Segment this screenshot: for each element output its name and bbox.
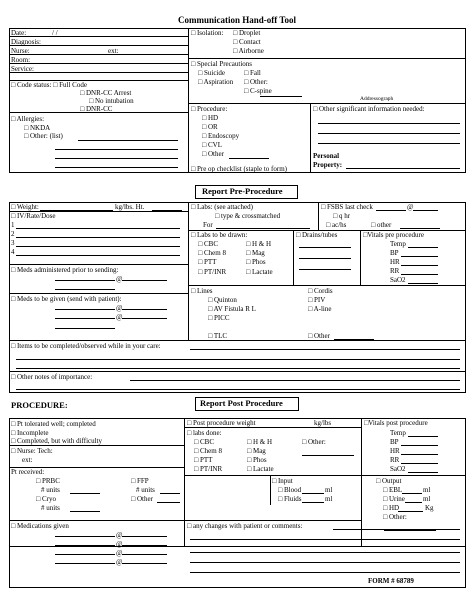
post-phos-checkbox[interactable]: □ Phos xyxy=(247,456,267,464)
items-completed-checkbox[interactable]: □ Items to be completed/observed while in your care: xyxy=(11,342,161,350)
procedure-checkbox[interactable]: □ Procedure: xyxy=(191,105,228,113)
contact-checkbox[interactable]: □ Contact xyxy=(233,38,261,46)
addressograph-label: Addressograph xyxy=(360,96,394,102)
labs-done-checkbox[interactable]: □ labs done: xyxy=(187,429,222,437)
ffp-units-label: # units xyxy=(136,486,155,494)
pre-temp-label: Temp xyxy=(390,240,406,248)
post-ptt-checkbox[interactable]: □ PTT xyxy=(194,456,213,464)
pre-procedure-heading: Report Pre-Procedure xyxy=(202,186,283,196)
other-notes-checkbox[interactable]: □ Other notes of importance: xyxy=(11,373,93,381)
cvl-checkbox[interactable]: □ CVL xyxy=(202,141,222,149)
ac-hs-checkbox[interactable]: □ ac/hs xyxy=(326,221,347,229)
meds-give-at-1: @ xyxy=(116,304,123,312)
post-mag-checkbox[interactable]: □ Mag xyxy=(247,447,266,455)
pre-cbc-checkbox[interactable]: □ CBC xyxy=(198,240,218,248)
piv-checkbox[interactable]: □ PIV xyxy=(308,296,326,304)
prbc-checkbox[interactable]: □ PRBC xyxy=(36,477,60,485)
labs-attached-checkbox[interactable]: □ Labs: (see attached) xyxy=(191,203,253,211)
ffp-checkbox[interactable]: □ FFP xyxy=(131,477,149,485)
isolation-checkbox[interactable]: □ Isolation: xyxy=(191,29,224,37)
endoscopy-checkbox[interactable]: □ Endoscopy xyxy=(202,132,240,140)
other-line-checkbox[interactable]: □ Other xyxy=(308,332,330,340)
ext-label: ext: xyxy=(108,47,119,55)
lines-checkbox[interactable]: □ Lines xyxy=(191,287,213,295)
meds-administered-checkbox[interactable]: □ Meds administered prior to sending: xyxy=(11,266,119,274)
service-label: Service: xyxy=(11,65,34,73)
hd-kg-label: Kg xyxy=(425,504,434,512)
dnr-arrest-checkbox[interactable]: □ DNR-CC Arrest xyxy=(80,89,132,97)
cryo-units-label: # units xyxy=(41,504,60,512)
post-hh-checkbox[interactable]: □ H & H xyxy=(247,438,273,446)
post-sao2-label: SaO2 xyxy=(390,465,406,473)
diagnosis-label: Diagnosis: xyxy=(11,38,41,46)
post-kglbs-label: kg/lbs xyxy=(314,419,332,427)
iv-line-3: 3 xyxy=(11,239,15,247)
pre-hh-checkbox[interactable]: □ H & H xyxy=(246,240,272,248)
nkda-checkbox[interactable]: □ NKDA xyxy=(24,124,51,132)
droplet-checkbox[interactable]: □ Droplet xyxy=(233,29,261,37)
property-label: Property: xyxy=(313,161,343,169)
date-slashes: / / xyxy=(52,29,58,37)
fsbs-checkbox[interactable]: □ FSBS last check xyxy=(321,203,373,211)
iv-line-2: 2 xyxy=(11,230,15,238)
cspine-checkbox[interactable]: □ C-spine xyxy=(244,87,272,95)
picc-checkbox[interactable]: □ PICC xyxy=(208,314,230,322)
other-received-checkbox[interactable]: □ Other xyxy=(131,495,153,503)
quinton-checkbox[interactable]: □ Quinton xyxy=(208,296,237,304)
no-intubation-checkbox[interactable]: □ No intubation xyxy=(89,97,134,105)
post-meds-at-3: @ xyxy=(116,549,123,557)
pre-chem8-checkbox[interactable]: □ Chem 8 xyxy=(198,249,226,257)
medications-given-checkbox[interactable]: □ Medications given xyxy=(11,522,69,530)
output-checkbox[interactable]: □ Output xyxy=(376,477,402,485)
iv-line-1: 1 xyxy=(11,221,15,229)
blood-checkbox[interactable]: □ Blood xyxy=(278,486,302,494)
post-other-lab-checkbox[interactable]: □ Other: xyxy=(302,438,326,446)
post-ext-label: ext: xyxy=(22,456,33,464)
pre-bp-label: BP xyxy=(390,249,399,257)
cordis-checkbox[interactable]: □ Cordis xyxy=(308,287,333,295)
fluids-ml-label: ml xyxy=(325,495,333,503)
preop-checklist-checkbox[interactable]: □ Pre op checklist (staple to form) xyxy=(191,165,287,173)
iv-rate-dose-checkbox[interactable]: □ IV/Rate/Dose xyxy=(11,212,56,220)
fluids-checkbox[interactable]: □ Fluids xyxy=(278,495,302,503)
fall-checkbox[interactable]: □ Fall xyxy=(244,69,261,77)
post-cbc-checkbox[interactable]: □ CBC xyxy=(194,438,214,446)
fsbs-other-checkbox[interactable]: □ other xyxy=(371,221,392,229)
post-ptinr-checkbox[interactable]: □ PT/INR xyxy=(194,465,223,473)
drains-tubes-checkbox[interactable]: □ Drains/tubes xyxy=(296,231,338,239)
vitals-post-checkbox[interactable]: □Vitals post procedure xyxy=(364,419,428,427)
aline-checkbox[interactable]: □ A-line xyxy=(308,305,332,313)
urine-ml-label: ml xyxy=(423,495,431,503)
ebl-checkbox[interactable]: □ EBL xyxy=(383,486,403,494)
other-list-checkbox[interactable]: □ Other: (list) xyxy=(24,132,63,140)
form-title: Communication Hand-off Tool xyxy=(178,15,297,25)
for-label: For xyxy=(203,221,213,229)
cryo-checkbox[interactable]: □ Cryo xyxy=(36,495,56,503)
procedure-heading: PROCEDURE: xyxy=(11,400,68,410)
form-number: FORM # 68789 xyxy=(368,577,414,585)
hd-checkbox[interactable]: □ HD xyxy=(202,114,219,122)
post-meds-at-2: @ xyxy=(116,540,123,548)
or-checkbox[interactable]: □ OR xyxy=(202,123,218,131)
post-lactate-checkbox[interactable]: □ Lactate xyxy=(247,465,274,473)
post-chem8-checkbox[interactable]: □ Chem 8 xyxy=(194,447,222,455)
output-other-checkbox[interactable]: □ Other: xyxy=(383,513,407,521)
changes-comments-checkbox[interactable]: □ any changes with patient or comments: xyxy=(187,522,303,530)
completed-difficulty-checkbox[interactable]: □ Completed, but with difficulty xyxy=(11,437,103,445)
post-rr-label: RR xyxy=(390,456,400,464)
pre-phos-checkbox[interactable]: □ Phos xyxy=(246,258,266,266)
date-label: Date: xyxy=(11,29,27,37)
blood-ml-label: ml xyxy=(325,486,333,494)
dnr-cc-checkbox[interactable]: □ DNR-CC xyxy=(80,105,113,113)
post-procedure-heading: Report Post Procedure xyxy=(200,398,283,408)
meds-admin-at: @ xyxy=(116,275,123,283)
post-hd-checkbox[interactable]: □ HD xyxy=(383,504,400,512)
aspiration-checkbox[interactable]: □ Aspiration xyxy=(198,78,234,86)
airborne-checkbox[interactable]: □ Airborne xyxy=(233,47,264,55)
pre-hr-label: HR xyxy=(390,258,400,266)
post-weight-checkbox[interactable]: □ Post procedure weight xyxy=(187,419,256,427)
type-crossmatch-checkbox[interactable]: □ type & crossmatched xyxy=(215,212,281,220)
allergies-checkbox[interactable]: □ Allergies: xyxy=(11,115,45,123)
input-checkbox[interactable]: □ Input xyxy=(272,477,293,485)
special-precautions-checkbox[interactable]: □ Special Precautions xyxy=(191,60,252,68)
other-precaution-checkbox[interactable]: □ Other: xyxy=(244,78,268,86)
labs-to-draw-checkbox[interactable]: □ Labs to be drawn: xyxy=(191,231,248,239)
post-hr-label: HR xyxy=(390,447,400,455)
suicide-checkbox[interactable]: □ Suicide xyxy=(198,69,225,77)
pre-ptt-checkbox[interactable]: □ PTT xyxy=(198,258,217,266)
ebl-ml-label: ml xyxy=(423,486,431,494)
pt-received-label: Pt received: xyxy=(11,468,45,476)
q-hr-checkbox[interactable]: □ q hr xyxy=(333,212,351,220)
incomplete-checkbox[interactable]: □ Incomplete xyxy=(11,429,49,437)
other-significant-checkbox[interactable]: □ Other significant information needed: xyxy=(313,105,425,113)
post-bp-label: BP xyxy=(390,438,399,446)
fsbs-at: @ xyxy=(407,203,414,211)
iv-line-4: 4 xyxy=(11,248,15,256)
vitals-pre-checkbox[interactable]: □Vitals pre procedure xyxy=(363,231,424,239)
pre-sao2-label: SaO2 xyxy=(390,276,406,284)
post-meds-at-4: @ xyxy=(116,558,123,566)
meds-to-give-checkbox[interactable]: □ Meds to be given (send with patient): xyxy=(11,295,122,303)
prbc-units-label: # units xyxy=(41,486,60,494)
code-status-checkbox[interactable]: □ Code status: □ Full Code xyxy=(11,81,87,89)
pre-lactate-checkbox[interactable]: □ Lactate xyxy=(246,268,273,276)
weight-checkbox[interactable]: □ Weight: xyxy=(11,203,39,211)
tlc-checkbox[interactable]: □ TLC xyxy=(208,332,228,340)
post-temp-label: Temp xyxy=(390,429,406,437)
nurse-tech-checkbox[interactable]: □ Nurse: Tech: xyxy=(11,447,53,455)
nurse-label: Nurse: xyxy=(11,47,30,55)
pre-mag-checkbox[interactable]: □ Mag xyxy=(246,249,265,257)
av-fistula-checkbox[interactable]: □ AV Fistula R L xyxy=(208,305,256,313)
pre-rr-label: RR xyxy=(390,267,400,275)
urine-checkbox[interactable]: □ Urine xyxy=(383,495,405,503)
post-meds-at-1: @ xyxy=(116,531,123,539)
room-label: Room: xyxy=(11,56,31,64)
kg-ht-label: kg/lbs. Ht. xyxy=(115,203,145,211)
personal-label: Personal xyxy=(313,152,340,160)
tolerated-checkbox[interactable]: □ Pt tolerated well; completed xyxy=(11,420,96,428)
other-procedure-checkbox[interactable]: □ Other xyxy=(202,150,224,158)
meds-give-at-2: @ xyxy=(116,313,123,321)
pre-ptinr-checkbox[interactable]: □ PT/INR xyxy=(198,268,227,276)
